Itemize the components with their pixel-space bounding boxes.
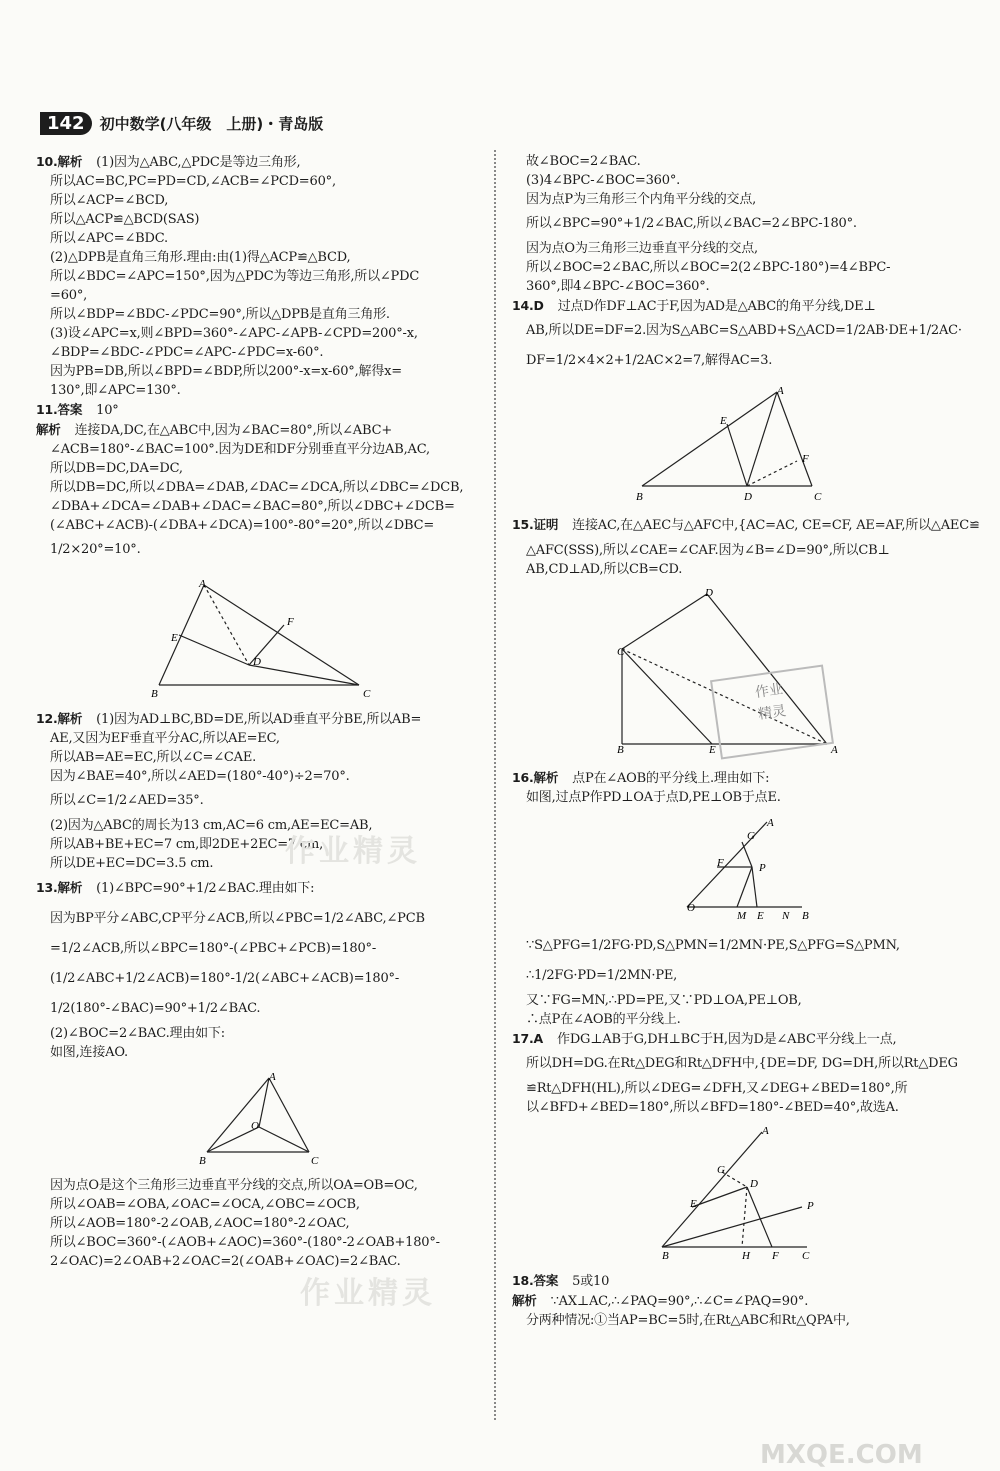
figure-line [207, 1078, 269, 1152]
footer-watermark: MXQE.COM [760, 1440, 923, 1470]
vertex-label: F [717, 857, 724, 869]
line-text: (1)∠BPC=90°+1/2∠BAC.理由如下: [96, 881, 315, 896]
line-text: 如图,过点P作PD⊥OA于点D,PE⊥OB于点E. [526, 790, 781, 805]
line-text: 因为PB=DB,所以∠BPD=∠BDP,所以200°-x=x-60°,解得x= [50, 364, 402, 379]
line-text: 所以∠BDP=∠BDC-∠PDC=90°,所以△DPB是直角三角形. [50, 307, 390, 322]
figure-line [204, 585, 359, 685]
vertex-label: A [767, 817, 774, 829]
watermark: 作业精灵 [285, 834, 421, 869]
vertex-label: P [759, 862, 766, 874]
column-divider [494, 150, 496, 1420]
vertex-label: E [757, 910, 764, 922]
figure-line [642, 392, 777, 486]
line-text: 所以DB=DC,所以∠DBA=∠DAB,∠DAC=∠DCA,所以∠DBC=∠DCB, [50, 480, 464, 495]
line-text: 所以∠BPC=90°+1/2∠BAC,所以∠BAC=2∠BPC-180°. [526, 216, 857, 231]
line-text: 过点D作DF⊥AC于F,因为AD是△ABC的角平分线,DE⊥ [557, 299, 876, 314]
question-tag: 15.证明 [512, 517, 559, 532]
line-text: 因为BP平分∠ABC,CP平分∠ACB,所以∠PBC=1/2∠ABC,∠PCB [50, 911, 425, 926]
figure-line [622, 649, 712, 744]
line-text: 1/2×20°=10°. [50, 542, 141, 557]
text-line [36, 516, 481, 535]
vertex-label: B [662, 1250, 669, 1262]
text-line [512, 152, 952, 171]
line-text: AB,所以DE=DF=2.因为S△ABC=S△ABD+S△ACD=1/2AB·DE+1/2AC· [526, 323, 962, 338]
vertex-label: F [772, 1250, 779, 1262]
text-line [36, 1176, 481, 1195]
text-line [36, 267, 481, 286]
figure-line [259, 1078, 269, 1127]
line-text: 2∠OAC)=2∠OAB+2∠OAC=2(∠OAB+∠OAC)=2∠BAC. [50, 1254, 401, 1269]
figure-line [747, 392, 777, 486]
line-text: 所以∠C=1/2∠AED=35°. [50, 793, 204, 808]
figure-line [777, 392, 812, 486]
text-line [36, 324, 481, 343]
text-line [36, 210, 481, 229]
line-text: 所以∠BOC=2∠BAC,所以∠BOC=2(2∠BPC-180°)=4∠BPC- [526, 260, 891, 275]
line-text: ∴1/2FG·PD=1/2MN·PE, [526, 968, 678, 983]
line-text: 所以△ACP≌△BCD(SAS) [50, 212, 200, 227]
text-line [512, 510, 980, 541]
line-text: (3)4∠BPC-∠BOC=360°. [526, 173, 681, 188]
line-text: ∴点P在∠AOB的平分线上. [526, 1012, 681, 1027]
figure-line [752, 867, 757, 907]
text-line [36, 497, 481, 516]
figure-line [662, 1207, 802, 1247]
vertex-label: C [802, 1250, 810, 1262]
question-tag: 12.解析 [36, 711, 83, 726]
text-line [36, 381, 481, 400]
line-text: (2)∠BOC=2∠BAC.理由如下: [50, 1026, 225, 1041]
vertex-label: B [617, 744, 624, 756]
vertex-label: E [709, 744, 716, 756]
text-line [512, 1079, 952, 1098]
line-text: 因为∠BAE=40°,所以∠AED=(180°-40°)÷2=70°. [50, 769, 350, 784]
line-text: (2)因为△ABC的周长为13 cm,AC=6 cm,AE=EC=AB, [50, 818, 373, 833]
line-text: =60°, [50, 288, 88, 303]
vertex-label: C [814, 491, 822, 503]
text-line [512, 171, 952, 190]
figure-line [737, 867, 752, 907]
vertex-label: A [268, 1071, 276, 1083]
text-line [512, 1049, 958, 1079]
line-text: 所以∠BOC=360°-(∠AOB+∠AOC)=360°-(180°-2∠OAB+180°- [50, 1235, 440, 1250]
figure-line [204, 585, 249, 665]
text-line [36, 934, 481, 964]
text-line [36, 420, 481, 440]
text-line [36, 440, 481, 459]
vertex-label: C [617, 646, 625, 658]
text-line [512, 768, 952, 788]
left-column [36, 152, 481, 1271]
line-text: 所以DE+EC=DC=3.5 cm. [50, 856, 214, 871]
figure-fig17 [652, 1123, 812, 1265]
line-text: 分两种情况:①当AP=BC=5时,在Rt△ABC和Rt△QPA中, [526, 1313, 850, 1328]
line-text: 所以AC=BC,PC=PD=CD,∠ACB=∠PCD=60°, [50, 174, 336, 189]
vertex-label: E [720, 415, 727, 427]
line-text: 所以AB=AE=EC,所以∠C=∠CAE. [50, 750, 257, 765]
vertex-label: O [250, 1120, 259, 1132]
line-text: 10° [96, 403, 119, 418]
line-text: ∠DBA+∠DCA=∠DAB+∠DAC=∠BAC=80°,所以∠DBC+∠DCB= [50, 499, 455, 514]
vertex-label: B [636, 491, 643, 503]
line-text: 如图,连接AO. [50, 1045, 128, 1060]
figure-fig16 [657, 813, 807, 925]
text-line [36, 748, 481, 767]
vertex-label: F [802, 453, 809, 465]
line-text: 因为点P为三角形三个内角平分线的交点, [526, 192, 757, 207]
text-line [36, 729, 481, 748]
vertex-label: E [690, 1198, 697, 1210]
vertex-label: E [170, 632, 178, 644]
figure-fig11 [149, 571, 369, 703]
watermark: 作业精灵 [300, 1276, 436, 1311]
text-line [36, 767, 481, 786]
vertex-label: D [744, 491, 752, 503]
text-line [36, 786, 481, 816]
line-text: ≌Rt△DFH(HL),所以∠DEG=∠DFH,又∠DEG+∠BED=180°,所 [526, 1081, 908, 1096]
vertex-label: B [802, 910, 809, 922]
figure-fig13 [199, 1068, 319, 1170]
question-tag: 13.解析 [36, 880, 83, 895]
text-line [36, 152, 481, 172]
figure-line [159, 585, 204, 685]
text-line [36, 873, 481, 904]
text-line [36, 248, 481, 267]
text-line [36, 994, 481, 1024]
vertex-label: A [777, 385, 784, 397]
line-text: ∵AX⊥AC,∴∠PAQ=90°,∴∠C=∠PAQ=90°. [550, 1294, 809, 1309]
vertex-label: C [362, 688, 370, 700]
text-line [36, 1233, 481, 1252]
text-line [512, 1271, 952, 1291]
text-line [512, 209, 952, 239]
page-header [40, 108, 323, 138]
line-text: △AFC(SSS),所以∠CAE=∠CAF.因为∠B=∠D=90°,所以CB⊥ [526, 543, 890, 558]
figure-line [742, 1187, 747, 1247]
text-line [36, 904, 481, 934]
line-text: 所以∠ACP=∠BCD, [50, 193, 169, 208]
vertex-label: A [198, 578, 206, 590]
text-line [512, 961, 952, 991]
figure-line [727, 424, 747, 486]
figure-line [259, 1127, 309, 1152]
text-line [36, 1024, 481, 1043]
question-tag: 10.解析 [36, 154, 83, 169]
line-text: 点P在∠AOB的平分线上.理由如下: [572, 771, 770, 786]
line-text: 所以∠APC=∠BDC. [50, 231, 168, 246]
text-line [512, 277, 952, 296]
figure-line [692, 1187, 747, 1207]
vertex-label: G [717, 1164, 725, 1176]
vertex-label: P [807, 1200, 814, 1212]
text-line [512, 560, 952, 579]
question-tag: 16.解析 [512, 770, 559, 785]
text-line [36, 709, 481, 729]
text-line [512, 1029, 952, 1049]
line-text: AE,又因为EF垂直平分AC,所以AE=EC, [50, 731, 280, 746]
question-tag: 18.答案 [512, 1273, 559, 1288]
line-text: (1)因为△ABC,△PDC是等边三角形, [96, 155, 301, 170]
text-line [512, 541, 952, 560]
figure-line [747, 461, 797, 486]
book-title: 初中数学(八年级 上册)・青岛版 [99, 114, 324, 133]
line-text: 连接DA,DC,在△ABC中,因为∠BAC=80°,所以∠ABC+ [74, 423, 393, 438]
text-line [36, 1195, 481, 1214]
text-line [36, 343, 481, 362]
line-text: 所以∠BDC=∠APC=150°,因为△PDC为等边三角形,所以∠PDC [50, 269, 420, 284]
line-text: 因为点O为三角形三边垂直平分线的交点, [526, 241, 758, 256]
vertex-label: N [782, 910, 790, 922]
text-line [36, 286, 481, 305]
figure-line [742, 842, 752, 867]
line-text: 所以∠AOB=180°-2∠OAB,∠AOC=180°-2∠OAC, [50, 1216, 350, 1231]
line-text: 连接AC,在△AEC与△AFC中,{AC=AC, CE=CF, AE=AF,所以△AEC≌ [572, 518, 980, 533]
text-line [36, 1214, 481, 1233]
text-line [36, 172, 481, 191]
line-text: 1/2(180°-∠BAC)=90°+1/2∠BAC. [50, 1001, 261, 1016]
vertex-label: A [762, 1125, 769, 1137]
vertex-label: B [198, 1155, 206, 1167]
figure-line [179, 635, 249, 665]
line-text: (3)设∠APC=x,则∠BPD=360°-∠APC-∠APB-∠CPD=200°-x, [50, 326, 418, 341]
line-text: 又∵FG=MN,∴PD=PE,又∵PD⊥OA,PE⊥OB, [526, 993, 802, 1008]
question-tag: 11.答案 [36, 402, 83, 417]
figure-line [269, 1078, 309, 1152]
figure-fig14 [632, 382, 832, 504]
line-text: (2)△DPB是直角三角形.理由:由(1)得△ACP≌△BCD, [50, 250, 351, 265]
vertex-label: D [750, 1178, 758, 1190]
text-line [512, 258, 952, 277]
text-line [36, 1043, 481, 1062]
question-tag: 解析 [36, 422, 61, 437]
text-line [512, 296, 952, 316]
line-text: ∵S△PFG=1/2FG·PD,S△PMN=1/2MN·PE,S△PFG=S△PMN, [526, 938, 900, 953]
vertex-label: D [705, 587, 713, 599]
text-line [512, 1098, 952, 1117]
text-line [512, 1311, 952, 1330]
vertex-label: M [737, 910, 747, 922]
line-text: 所以AB+BE+EC=7 cm,即2DE+2EC=7 cm, [50, 837, 324, 852]
line-text: 5或10 [572, 1274, 610, 1289]
line-text: 故∠BOC=2∠BAC. [526, 154, 641, 169]
line-text: =1/2∠ACB,所以∠BPC=180°-(∠PBC+∠PCB)=180°- [50, 941, 377, 956]
vertex-label: F [286, 616, 294, 628]
text-line [512, 1291, 952, 1311]
text-line [36, 305, 481, 324]
question-tag: 17.A [512, 1031, 544, 1046]
line-text: 130°,即∠APC=130°. [50, 383, 181, 398]
text-line [512, 346, 952, 376]
text-line [512, 1010, 952, 1029]
vertex-label: A [831, 744, 838, 756]
text-line [36, 478, 481, 497]
stamp-logo [710, 664, 834, 759]
line-text: 作DG⊥AB于G,DH⊥BC于H,因为D是∠ABC平分线上一点, [557, 1032, 897, 1047]
text-line [512, 931, 952, 961]
line-text: 所以∠OAB=∠OBA,∠OAC=∠OCA,∠OBC=∠OCB, [50, 1197, 360, 1212]
vertex-label: G [747, 830, 755, 842]
vertex-label: H [742, 1250, 750, 1262]
question-tag: 解析 [512, 1293, 537, 1308]
line-text: AB,CD⊥AD,所以CB=CD. [526, 562, 683, 577]
line-text: (1)因为AD⊥BC,BD=DE,所以AD垂直平分BE,所以AB= [96, 712, 422, 727]
line-text: 所以DH=DG.在Rt△DEG和Rt△DFH中,{DE=DF, DG=DH,所以Rt△DEG [526, 1056, 958, 1071]
text-line [512, 190, 952, 209]
line-text: (1/2∠ABC+1/2∠ACB)=180°-1/2(∠ABC+∠ACB)=180°- [50, 971, 400, 986]
text-line [512, 316, 962, 346]
vertex-label: C [310, 1155, 318, 1167]
text-line [512, 788, 952, 807]
text-line [512, 239, 952, 258]
text-line [512, 991, 952, 1010]
page-number: 142 [40, 112, 92, 135]
text-line [36, 459, 481, 478]
text-line [36, 229, 481, 248]
text-line [36, 191, 481, 210]
vertex-label: D [252, 656, 261, 668]
vertex-label: B [150, 688, 158, 700]
line-text: 以∠BFD+∠BED=180°,所以∠BFD=180°-∠BED=40°,故选A. [526, 1100, 899, 1115]
text-line [36, 535, 481, 565]
line-text: 所以DB=DC,DA=DC, [50, 461, 183, 476]
text-line [36, 964, 481, 994]
stamp-text: 作业 [754, 681, 785, 702]
text-line [36, 400, 481, 420]
line-text: ∠ACB=180°-∠BAC=100°.因为DE和DF分别垂直平分边AB,AC, [50, 442, 430, 457]
stamp-text: 精灵 [757, 703, 788, 723]
figure-line [622, 594, 707, 649]
line-text: DF=1/2×4×2+1/2AC×2=7,解得AC=3. [526, 353, 773, 368]
line-text: 360°,即4∠BPC-∠BOC=360°. [526, 279, 710, 294]
line-text: 因为点O是这个三角形三边垂直平分线的交点,所以OA=OB=OC, [50, 1178, 418, 1193]
question-tag: 14.D [512, 298, 544, 313]
line-text: (∠ABC+∠ACB)-(∠DBA+∠DCA)=100°-80°=20°,所以∠DBC= [50, 518, 435, 533]
vertex-label: O [687, 902, 695, 914]
text-line [36, 362, 481, 381]
line-text: ∠BDP=∠BDC-∠PDC=∠APC-∠PDC=x-60°. [50, 345, 324, 360]
